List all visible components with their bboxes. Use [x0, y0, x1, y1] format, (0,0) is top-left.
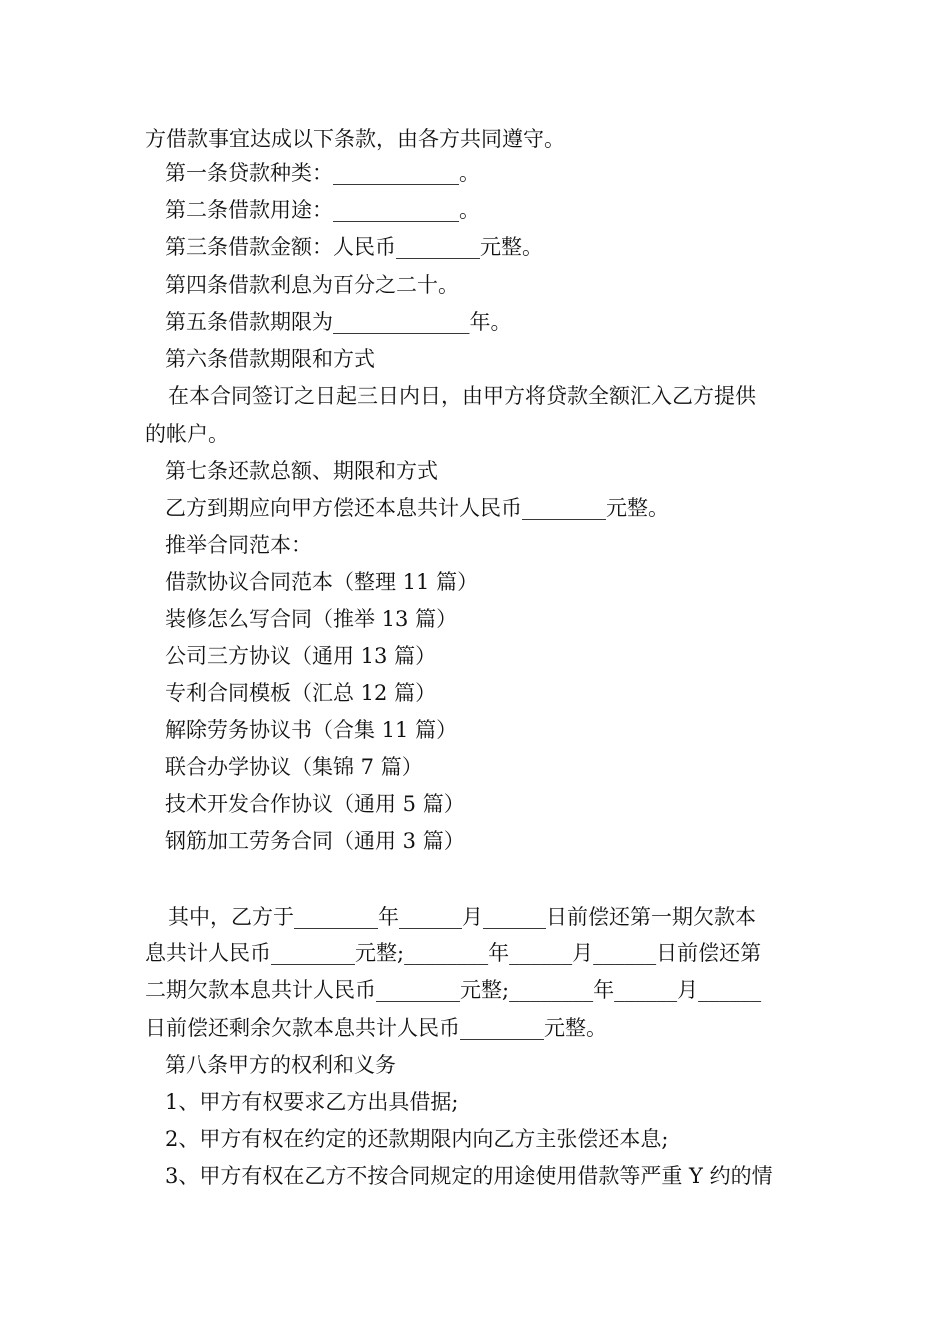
recommend-item: 装修怎么写合同（推举 13 篇）	[165, 607, 458, 631]
text-line: 息共计人民币________元整;________年______月______日前偿还第	[145, 941, 762, 965]
recommend-item: 公司三方协议（通用 13 篇）	[165, 644, 437, 668]
text-line: 1、甲方有权要求乙方出具借据;	[165, 1090, 459, 1114]
text-line: 在本合同签订之日起三日内日，由甲方将贷款全额汇入乙方提供	[168, 384, 756, 408]
text-line: 2、甲方有权在约定的还款期限内向乙方主张偿还本息;	[165, 1127, 669, 1151]
recommend-item: 技术开发合作协议（通用 5 篇）	[165, 792, 465, 816]
recommend-item: 钢筋加工劳务合同（通用 3 篇）	[165, 829, 465, 853]
text-line: 二期欠款本息共计人民币________元整;________年______月______	[145, 978, 762, 1002]
recommend-item: 解除劳务协议书（合集 11 篇）	[165, 718, 458, 742]
text-line: 方借款事宜达成以下条款，由各方共同遵守。	[145, 127, 565, 151]
clause-7-heading: 第七条还款总额、期限和方式	[165, 459, 438, 483]
clause-8-heading: 第八条甲方的权利和义务	[165, 1053, 396, 1077]
clause-4-interest: 第四条借款利息为百分之二十。	[165, 273, 459, 297]
text-line: 3、甲方有权在乙方不按合同规定的用途使用借款等严重 Y 约的情	[165, 1164, 773, 1188]
clause-3-loan-amount: 第三条借款金额：人民币________元整。	[165, 235, 543, 259]
text-line: 的帐户。	[145, 422, 229, 446]
text-line: 其中，乙方于________年______月______日前偿还第一期欠款本	[168, 905, 756, 929]
recommend-item: 专利合同模板（汇总 12 篇）	[165, 681, 437, 705]
clause-6-heading: 第六条借款期限和方式	[165, 347, 375, 371]
clause-1-loan-type: 第一条贷款种类：____________。	[165, 161, 480, 185]
recommend-heading: 推举合同范本：	[165, 533, 312, 557]
text-line: 日前偿还剩余欠款本息共计人民币________元整。	[145, 1016, 607, 1040]
recommend-item: 借款协议合同范本（整理 11 篇）	[165, 570, 479, 594]
text-line: 乙方到期应向甲方偿还本息共计人民币________元整。	[165, 496, 669, 520]
clause-5-term: 第五条借款期限为_____________年。	[165, 310, 512, 334]
clause-2-loan-purpose: 第二条借款用途：____________。	[165, 198, 480, 222]
recommend-item: 联合办学协议（集锦 7 篇）	[165, 755, 423, 779]
